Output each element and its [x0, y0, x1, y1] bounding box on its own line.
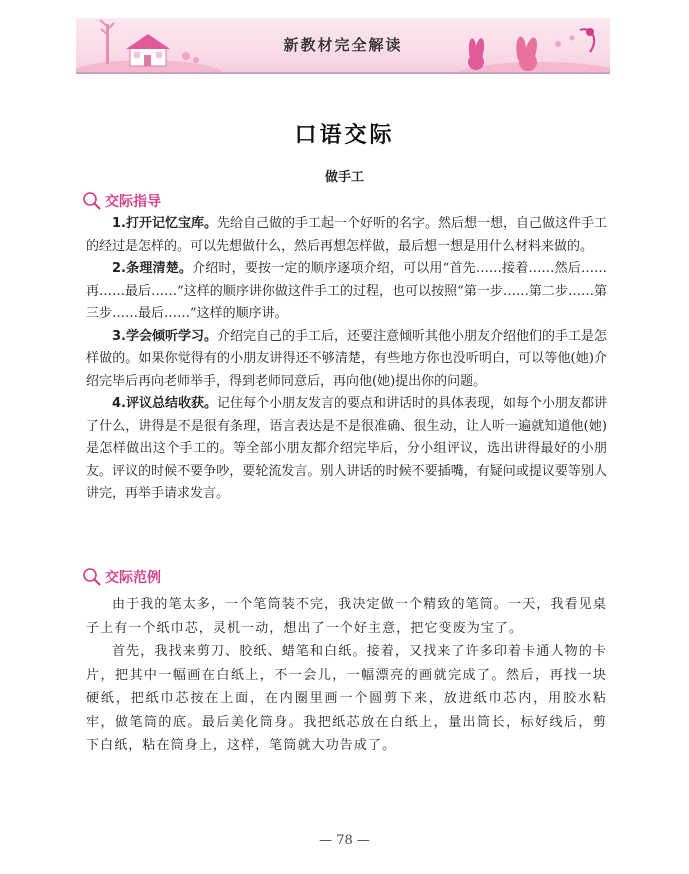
example-body	[86, 593, 607, 758]
guide-item-lead: 4.评议总结收获。	[112, 396, 217, 411]
page-title: 口语交际	[294, 122, 395, 148]
guide-item	[86, 393, 607, 506]
guide-item-text: 介绍时，要按一定的顺序逐项介绍，可以用“首先……接着……然后……再……最后……”这样的顺序讲你做这件手工的过程，也可以按照“第一步……第二步……第三步……最后……”这样的顺序讲。	[86, 261, 607, 321]
page-subtitle: 做手工	[324, 170, 364, 185]
example-paragraph: 由于我的笔太多，一个笔筒装不完，我决定做一个精致的笔筒。一天，我看见桌子上有一个纸巾芯，灵机一动，想出了一个好主意，把它变废为宝了。	[86, 597, 607, 636]
guide-item-text: 记住每个小朋友发言的要点和讲话时的具体表现，如每个小朋友都讲了什么，讲得是不是很有条理，语言表达是不是很准确、很生动，让人听一遍就知道他(她)是怎样做出这个手工的。等全部小朋友都介绍完毕后，分小组评议，选出讲得最好的小朋友。评议的时候不要争吵，要轮流发言。别人讲话的时候不要插嘴，有疑问或提议要等别人讲完，再举手请求发言。	[86, 396, 607, 501]
header-banner	[76, 18, 610, 72]
magnifier-icon	[82, 191, 102, 211]
guide-item-text: 介绍完自己的手工后，还要注意倾听其他小朋友介绍他们的手工是怎样做的。如果你觉得有的小朋友讲得还不够清楚，有些地方你也没听明白，可以等他(她)介绍完毕后再向老师举手，得到老师同意后，再向他(她)提出你的问题。	[86, 328, 607, 389]
guide-item	[86, 213, 607, 258]
guide-item-lead: 2.条理清楚。	[112, 261, 193, 276]
section-heading-guide	[82, 191, 161, 211]
section-heading-example-label: 交际范例	[105, 570, 161, 586]
section-heading-guide-label: 交际指导	[105, 194, 161, 210]
guide-item-lead: 1.打开记忆宝库。	[112, 216, 217, 231]
guide-item-lead: 3.学会倾听学习。	[112, 328, 217, 344]
guide-body	[86, 213, 607, 506]
guide-item-text: 先给自己做的手工起一个好听的名字。然后想一想，自己做这件手工的经过是怎样的。可以先想做什么，然后再想怎样做，最后想一想是用什么材料来做的。	[86, 216, 607, 254]
bunny-icon	[440, 18, 610, 72]
magnifier-icon	[82, 567, 102, 587]
guide-item	[86, 258, 607, 326]
guide-item	[86, 326, 607, 394]
example-paragraph: 首先，我找来剪刀、胶纸、蜡笔和白纸。接着，又找来了许多印着卡通人物的卡片，把其中一幅画在白纸上，不一会儿，一幅漂亮的画就完成了。然后，再找一块硬纸，把纸巾芯按在上面，在内圈里画一个圆剪下来，放进纸巾芯内，用胶水粘牢，做笔筒的底。最后美化筒身。我把纸芯放在白纸上，量出筒长，标好线后，剪下白纸，粘在筒身上，这样，笔筒就大功告成了。	[86, 644, 607, 753]
page-number: — 78 —	[319, 833, 370, 848]
header-title: 新教材完全解读	[283, 36, 403, 54]
section-heading-example	[82, 567, 161, 587]
header-divider	[76, 72, 610, 74]
